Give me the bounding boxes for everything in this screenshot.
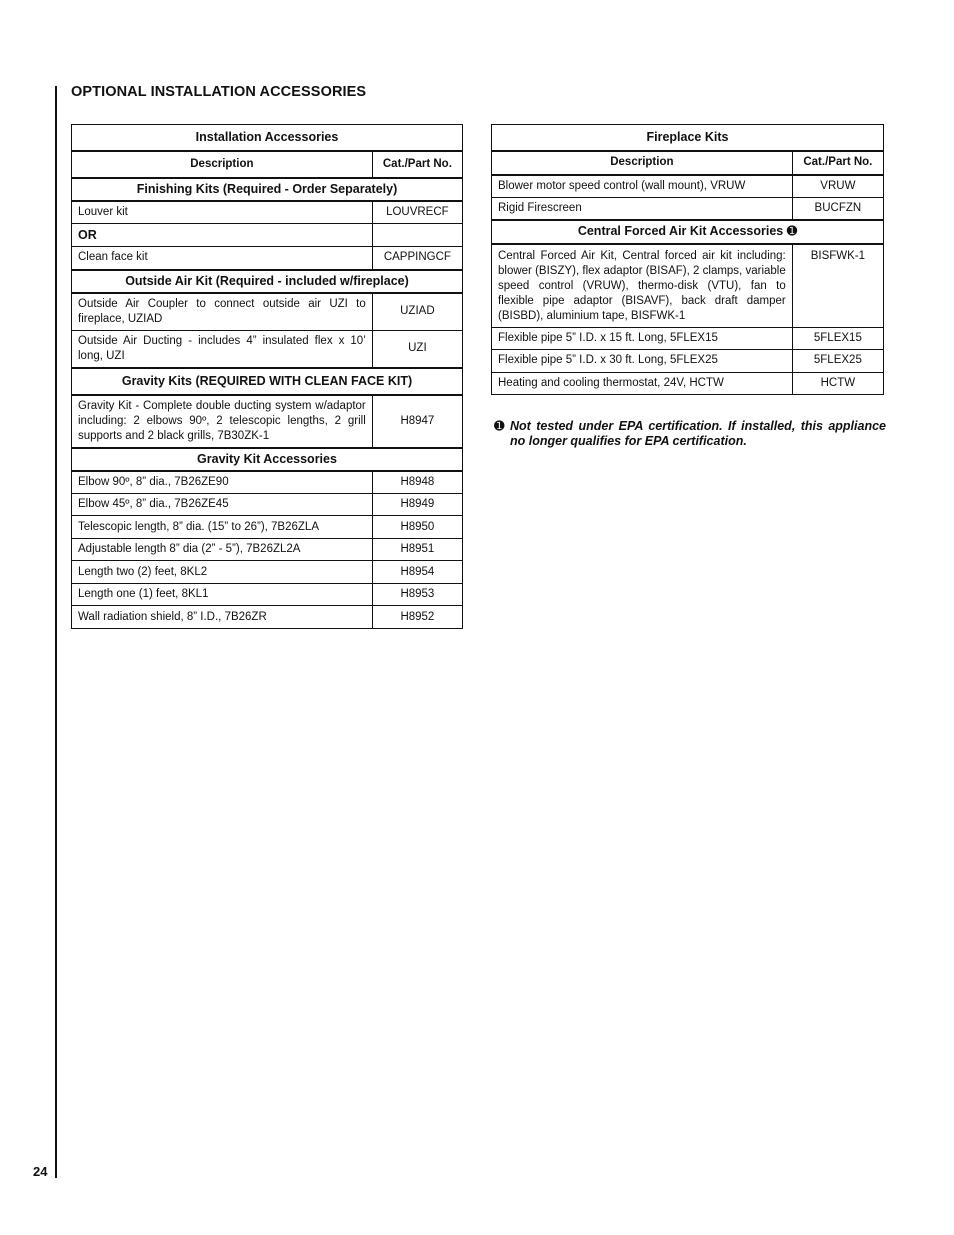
row-description: Gravity Kit - Complete double ducting system w/adaptor including: 2 elbows 90º, 2 telescopic lengths, 2 grill supports and 2 black grills, 7B30ZK-1 bbox=[72, 395, 373, 448]
column-header-part: Cat./Part No. bbox=[372, 151, 462, 178]
row-description: Outside Air Ducting - includes 4” insulated flex x 10’ long, UZI bbox=[72, 330, 373, 368]
table-row bbox=[72, 224, 463, 247]
row-part-number: 5FLEX25 bbox=[792, 349, 883, 372]
footnote-text: Not tested under EPA certification. If installed, this appliance no longer qualifies for EPA certification. bbox=[510, 419, 886, 448]
row-description: Outside Air Coupler to connect outside air UZI to fireplace, UZIAD bbox=[72, 293, 373, 331]
row-part-number: H8947 bbox=[372, 395, 462, 448]
group-header-gravity-kits: Gravity Kits (REQUIRED WITH CLEAN FACE KIT) bbox=[72, 368, 463, 395]
row-description: Louver kit bbox=[72, 201, 373, 224]
margin-rule bbox=[55, 86, 57, 1178]
table-row bbox=[72, 247, 463, 270]
row-part-number: BISFWK-1 bbox=[792, 244, 883, 328]
column-header-description: Description bbox=[72, 151, 373, 178]
group-header-gravity-kit-accessories: Gravity Kit Accessories bbox=[72, 448, 463, 471]
section-title: OPTIONAL INSTALLATION ACCESSORIES bbox=[71, 84, 367, 100]
installation-accessories-table bbox=[71, 124, 463, 629]
row-part-number: H8953 bbox=[372, 584, 462, 606]
row-description: Clean face kit bbox=[72, 247, 373, 270]
row-part-number: H8949 bbox=[372, 494, 462, 516]
table-title: Installation Accessories bbox=[72, 125, 463, 151]
row-description: Wall radiation shield, 8” I.D., 7B26ZR bbox=[72, 606, 373, 629]
table-row bbox=[72, 494, 463, 516]
row-part-number: H8950 bbox=[372, 516, 462, 539]
table-row bbox=[72, 516, 463, 539]
row-part-number: UZIAD bbox=[372, 293, 462, 331]
table-row bbox=[72, 330, 463, 368]
table-row bbox=[492, 372, 884, 394]
row-part-number: H8952 bbox=[372, 606, 462, 629]
row-description: Rigid Firescreen bbox=[492, 198, 793, 220]
table-row bbox=[72, 471, 463, 494]
table-row bbox=[492, 327, 884, 349]
row-part-number: VRUW bbox=[792, 175, 883, 198]
row-description: Blower motor speed control (wall mount), VRUW bbox=[492, 175, 793, 198]
row-part-number: H8951 bbox=[372, 539, 462, 561]
footnote-marker: ➊ bbox=[494, 419, 505, 433]
table-row bbox=[492, 244, 884, 328]
table-row bbox=[492, 175, 884, 198]
column-header-part: Cat./Part No. bbox=[792, 151, 883, 175]
row-part-number: CAPPINGCF bbox=[372, 247, 462, 270]
row-part-number: HCTW bbox=[792, 372, 883, 394]
row-description: OR bbox=[72, 224, 373, 247]
table-row bbox=[492, 198, 884, 220]
row-description: Length two (2) feet, 8KL2 bbox=[72, 561, 373, 584]
row-description: Adjustable length 8” dia (2” - 5”), 7B26ZL2A bbox=[72, 539, 373, 561]
table-title: Fireplace Kits bbox=[492, 125, 884, 151]
row-part-number: H8954 bbox=[372, 561, 462, 584]
table-row bbox=[72, 201, 463, 224]
table-row bbox=[72, 584, 463, 606]
row-description: Elbow 45º, 8” dia., 7B26ZE45 bbox=[72, 494, 373, 516]
table-row bbox=[72, 561, 463, 584]
row-part-number bbox=[372, 224, 462, 247]
table-row bbox=[72, 606, 463, 629]
column-header-description: Description bbox=[492, 151, 793, 175]
row-part-number: BUCFZN bbox=[792, 198, 883, 220]
row-part-number: H8948 bbox=[372, 471, 462, 494]
footnote bbox=[494, 419, 886, 449]
table-row bbox=[72, 293, 463, 331]
row-part-number: LOUVRECF bbox=[372, 201, 462, 224]
page-number: 24 bbox=[33, 1164, 48, 1179]
row-description: Elbow 90º, 8” dia., 7B26ZE90 bbox=[72, 471, 373, 494]
table-row bbox=[72, 539, 463, 561]
table-row bbox=[72, 395, 463, 448]
row-description: Flexible pipe 5” I.D. x 15 ft. Long, 5FLEX15 bbox=[492, 327, 793, 349]
row-description: Heating and cooling thermostat, 24V, HCTW bbox=[492, 372, 793, 394]
row-description: Telescopic length, 8” dia. (15” to 26”), 7B26ZLA bbox=[72, 516, 373, 539]
table-row bbox=[492, 349, 884, 372]
row-part-number: 5FLEX15 bbox=[792, 327, 883, 349]
row-description: Central Forced Air Kit, Central forced air kit including: blower (BISZY), flex adaptor (BISAF), 2 clamps, variable speed control (VRUW), thermo-disk (VTU), fan to flexible pipe adaptor (BISAVF), back draft damper (BISBD), aluminium tape, BISFWK-1 bbox=[492, 244, 793, 328]
row-description: Flexible pipe 5” I.D. x 30 ft. Long, 5FLEX25 bbox=[492, 349, 793, 372]
group-header-central-forced-air: Central Forced Air Kit Accessories ➊ bbox=[492, 220, 884, 244]
group-header-outside-air-kit: Outside Air Kit (Required - included w/fireplace) bbox=[72, 270, 463, 293]
fireplace-kits-table bbox=[491, 124, 884, 395]
group-header-finishing-kits: Finishing Kits (Required - Order Separately) bbox=[72, 178, 463, 201]
row-part-number: UZI bbox=[372, 330, 462, 368]
row-description: Length one (1) feet, 8KL1 bbox=[72, 584, 373, 606]
